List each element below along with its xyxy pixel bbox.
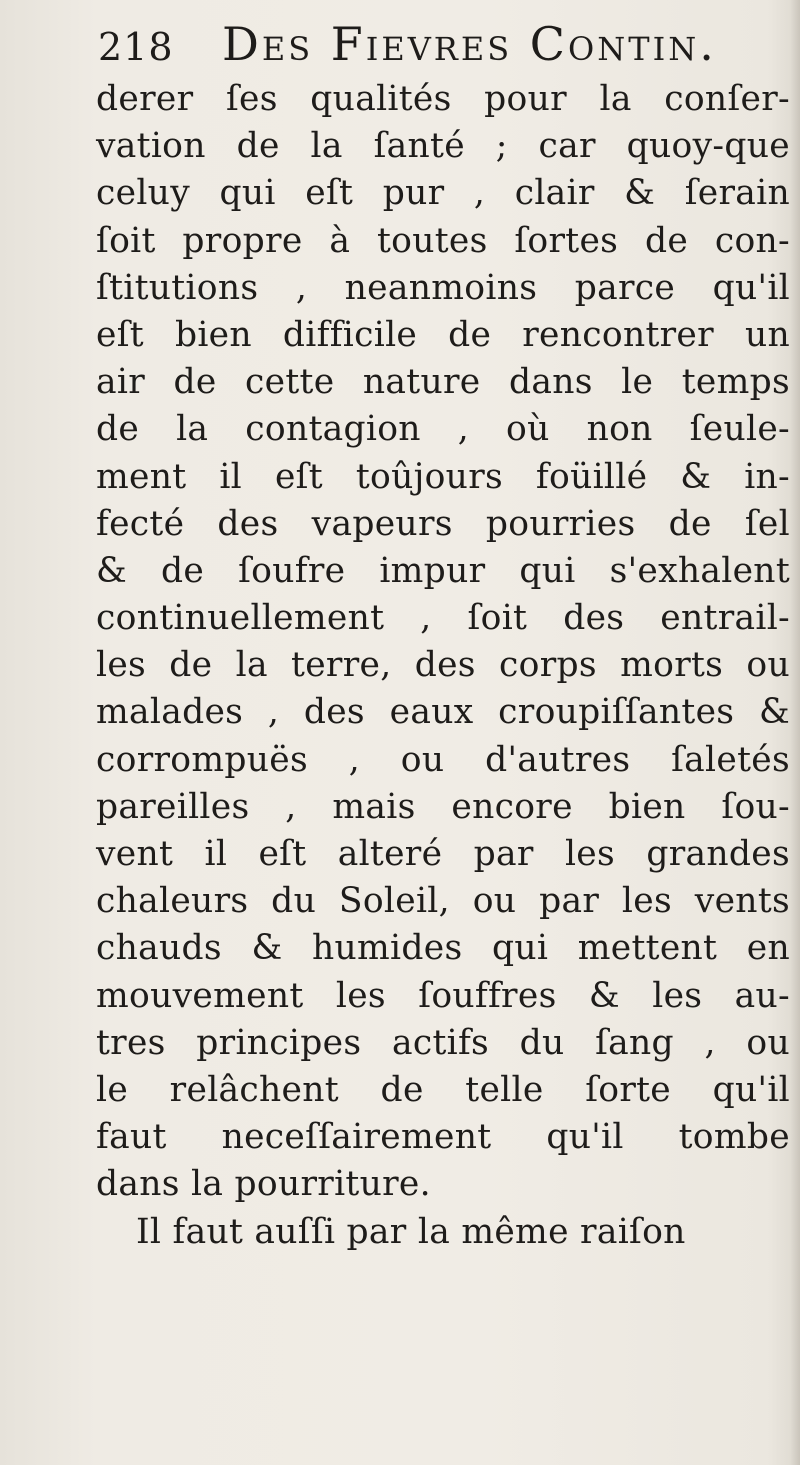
text-line: chauds & humides qui mettent en bbox=[96, 928, 790, 969]
text-line: air de cette nature dans le temps bbox=[96, 362, 790, 403]
page-edge-shadow bbox=[790, 0, 800, 1465]
text-line: Il faut auſſi par la même raiſon bbox=[136, 1211, 686, 1252]
text-line: tres principes actifs du ſang , ou bbox=[96, 1022, 790, 1063]
text-line: ſoit propre à toutes ſortes de con- bbox=[96, 220, 790, 261]
text-line: malades , des eaux croupiſſantes & bbox=[96, 692, 790, 733]
text-line: vation de la ſanté ; car quoy-que bbox=[96, 126, 790, 167]
text-line: fecté des vapeurs pourries de ſel bbox=[96, 503, 790, 544]
text-line: eſt bien difficile de rencontrer un bbox=[96, 314, 790, 355]
text-line: dans la pourriture. bbox=[96, 1164, 431, 1205]
running-head: Des Fievres Contin. bbox=[222, 17, 717, 71]
text-line: continuellement , ſoit des entrail- bbox=[96, 598, 790, 639]
page-header bbox=[98, 16, 788, 76]
text-line: faut neceſſairement qu'il tombe bbox=[96, 1117, 790, 1158]
text-line: mouvement les ſouffres & les au- bbox=[96, 975, 790, 1016]
text-line: ment il eſt toûjours foüillé & in- bbox=[96, 456, 790, 497]
page-number: 218 bbox=[98, 25, 174, 69]
text-line: celuy qui eſt pur , clair & ſerain bbox=[96, 173, 790, 214]
body-text bbox=[96, 76, 790, 1256]
text-line: ſtitutions , neanmoins parce qu'il bbox=[96, 267, 790, 308]
text-line: chaleurs du Soleil, ou par les vents bbox=[96, 881, 790, 922]
text-line: les de la terre, des corps morts ou bbox=[96, 645, 790, 686]
text-line: corrompuës , ou d'autres ſaletés bbox=[96, 739, 790, 780]
text-line: & de ſoufre impur qui s'exhalent bbox=[96, 550, 790, 591]
text-line: le relâchent de telle ſorte qu'il bbox=[96, 1069, 790, 1110]
text-line: de la contagion , où non ſeule- bbox=[96, 409, 790, 450]
text-line: vent il eſt alteré par les grandes bbox=[96, 834, 790, 874]
text-line: derer ſes qualités pour la conſer- bbox=[96, 79, 790, 119]
text-line: pareilles , mais encore bien ſou- bbox=[96, 786, 790, 827]
